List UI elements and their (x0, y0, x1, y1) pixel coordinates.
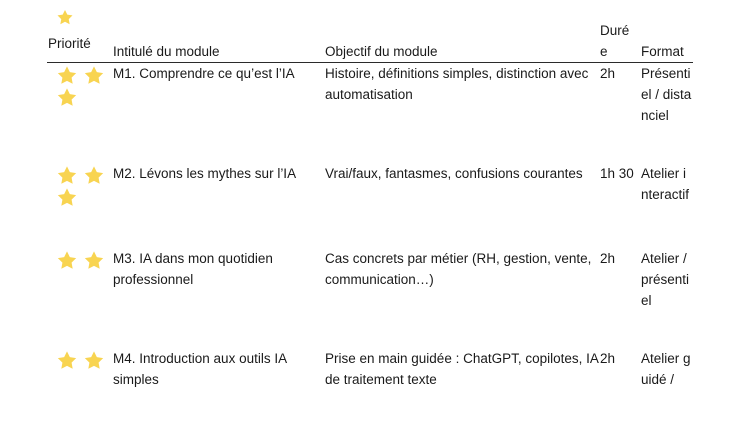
priority-header-star (56, 8, 113, 32)
table-body (47, 63, 693, 439)
column-header-title (113, 0, 325, 63)
star-icon (83, 64, 110, 86)
column-header-goal-label: Objectif du module (325, 44, 438, 59)
star-icon (56, 349, 83, 371)
cell-format: Atelier / présentiel (641, 251, 690, 308)
cell-format: Atelier interactif (641, 166, 690, 202)
column-header-format (641, 0, 693, 63)
cell-duration: 2h (600, 351, 616, 366)
star-icon (56, 164, 83, 186)
cell-priority (47, 63, 113, 164)
cell-duration: 2h (600, 66, 616, 81)
star-icon (56, 249, 83, 271)
column-header-duration-label: Durée (600, 23, 630, 59)
cell-duration: 2h (600, 251, 616, 266)
column-header-goal (325, 0, 600, 63)
star-icon (83, 349, 110, 371)
cell-module-goal: Histoire, définitions simples, distinction avec automatisation (325, 66, 589, 102)
cell-module-title: M4. Introduction aux outils IA simples (113, 351, 287, 387)
cell-duration: 1h 30 (600, 166, 634, 181)
table-header (47, 0, 693, 63)
star-icon (56, 8, 74, 26)
column-header-duration (600, 0, 641, 63)
column-header-priority-label: Priorité (48, 36, 91, 51)
table-row (47, 348, 693, 438)
cell-priority (47, 163, 113, 248)
column-header-format-label: Format (641, 44, 684, 59)
cell-module-goal: Vrai/faux, fantasmes, confusions courantes (325, 166, 583, 181)
column-header-title-label: Intitulé du module (113, 44, 220, 59)
star-icon (83, 249, 110, 271)
cell-module-goal: Cas concrets par métier (RH, gestion, vente, communication…) (325, 251, 592, 287)
table-row (47, 63, 693, 164)
column-header-priority (47, 0, 113, 63)
star-icon (56, 86, 83, 108)
cell-priority (47, 348, 113, 438)
priority-stars (56, 64, 110, 108)
star-icon (83, 164, 110, 186)
cell-module-title: M3. IA dans mon quotidien professionnel (113, 251, 273, 287)
star-icon (56, 186, 83, 208)
cell-format: Atelier guidé / (641, 351, 691, 387)
cell-module-title: M1. Comprendre ce qu’est l’IA (113, 66, 295, 81)
module-program-table (47, 0, 693, 438)
cell-module-title: M2. Lévons les mythes sur l’IA (113, 166, 297, 181)
table-row (47, 163, 693, 248)
priority-stars (56, 249, 110, 271)
priority-stars (56, 164, 110, 208)
priority-stars (56, 349, 110, 371)
cell-module-goal: Prise en main guidée : ChatGPT, copilotes, IA de traitement texte (325, 351, 599, 387)
cell-priority (47, 248, 113, 348)
header-row (47, 0, 693, 63)
cell-format: Présentiel / distanciel (641, 66, 692, 123)
table-row (47, 248, 693, 348)
star-icon (56, 64, 83, 86)
